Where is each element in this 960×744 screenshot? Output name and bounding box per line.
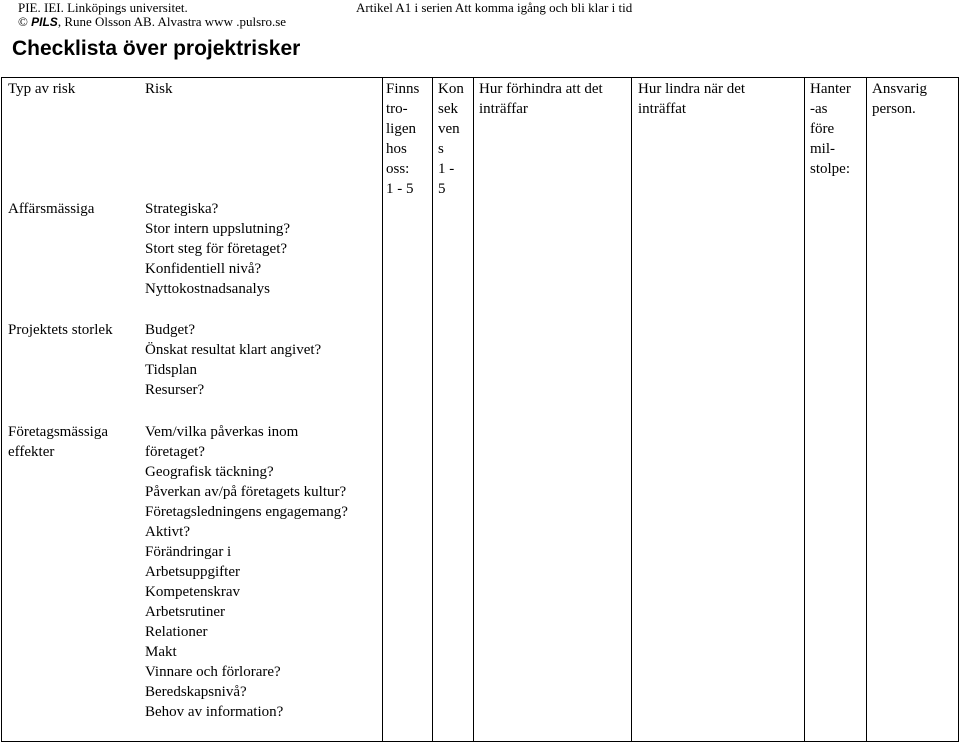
list-item: Strategiska? — [145, 201, 219, 217]
header-consequences: Kon sek ven s 1 - 5 — [438, 81, 464, 197]
list-item: Beredskapsnivå? — [145, 684, 247, 700]
page-title: Checklista över projektrisker — [12, 37, 301, 60]
list-item: Resurser? — [145, 382, 205, 398]
column-divider — [432, 77, 433, 742]
list-item: företaget? — [145, 444, 205, 460]
list-item: Påverkan av/på företagets kultur? — [145, 484, 347, 500]
header-likelihood: Finns tro- ligen hos oss: 1 - 5 — [386, 81, 420, 197]
header-responsible-person: Ansvarig person. — [872, 81, 927, 117]
copyright-symbol: © — [18, 14, 28, 29]
header-handled-before-milestone: Hanter -as före mil- stolpe: — [810, 81, 851, 177]
column-divider — [866, 77, 867, 742]
table-bottom-border — [1, 741, 959, 742]
list-item: Budget? — [145, 322, 195, 338]
column-divider — [382, 77, 383, 742]
table-right-border — [958, 77, 959, 742]
column-divider — [804, 77, 805, 742]
list-item: Önskat resultat klart angivet? — [145, 342, 322, 358]
row-type-company-effects: Företagsmässiga effekter — [8, 424, 108, 460]
list-item: Tidsplan — [145, 362, 197, 378]
list-item: Konfidentiell nivå? — [145, 261, 262, 277]
header-institution: PIE. IEI. Linköpings universitet. — [18, 0, 188, 15]
list-item: Makt — [145, 644, 177, 660]
list-item: Relationer — [145, 624, 208, 640]
list-item: Arbetsrutiner — [145, 604, 225, 620]
row-type-project-size: Projektets storlek — [8, 322, 113, 338]
header-risk: Risk — [145, 81, 173, 97]
table-top-border — [1, 77, 959, 78]
column-divider — [631, 77, 632, 742]
header-author: , Rune Olsson AB. Alvastra www .pulsro.se — [57, 14, 287, 29]
row-risks-company-effects — [145, 422, 348, 722]
list-item: Vinnare och förlorare? — [145, 664, 281, 680]
list-item: Stor intern uppslutning? — [145, 221, 290, 237]
list-item: Geografisk täckning? — [145, 464, 274, 480]
list-item: Nyttokostnadsanalys — [145, 281, 270, 297]
list-item: Aktivt? — [145, 524, 190, 540]
list-item: Arbetsuppgifter — [145, 564, 240, 580]
row-type-business: Affärsmässiga — [8, 201, 95, 217]
header-article: Artikel A1 i serien Att komma igång och bli klar i tid — [356, 0, 633, 15]
table-left-border — [1, 77, 2, 742]
list-item: Kompetenskrav — [145, 584, 240, 600]
list-item: Företagsledningens engagemang? — [145, 504, 348, 520]
list-item: Stort steg för företaget? — [145, 241, 288, 257]
column-divider — [473, 77, 474, 742]
list-item: Förändringar i — [145, 544, 232, 560]
list-item: Vem/vilka påverkas inom — [145, 424, 299, 440]
row-risks-business — [145, 199, 290, 299]
list-item: Behov av information? — [145, 704, 284, 720]
header-mitigate: Hur lindra när det inträffat — [638, 81, 746, 117]
header-type-of-risk: Typ av risk — [8, 81, 76, 97]
row-risks-project-size — [145, 320, 321, 400]
header-prevent: Hur förhindra att det inträffar — [479, 81, 603, 117]
pils-logo: PILS — [31, 15, 58, 29]
